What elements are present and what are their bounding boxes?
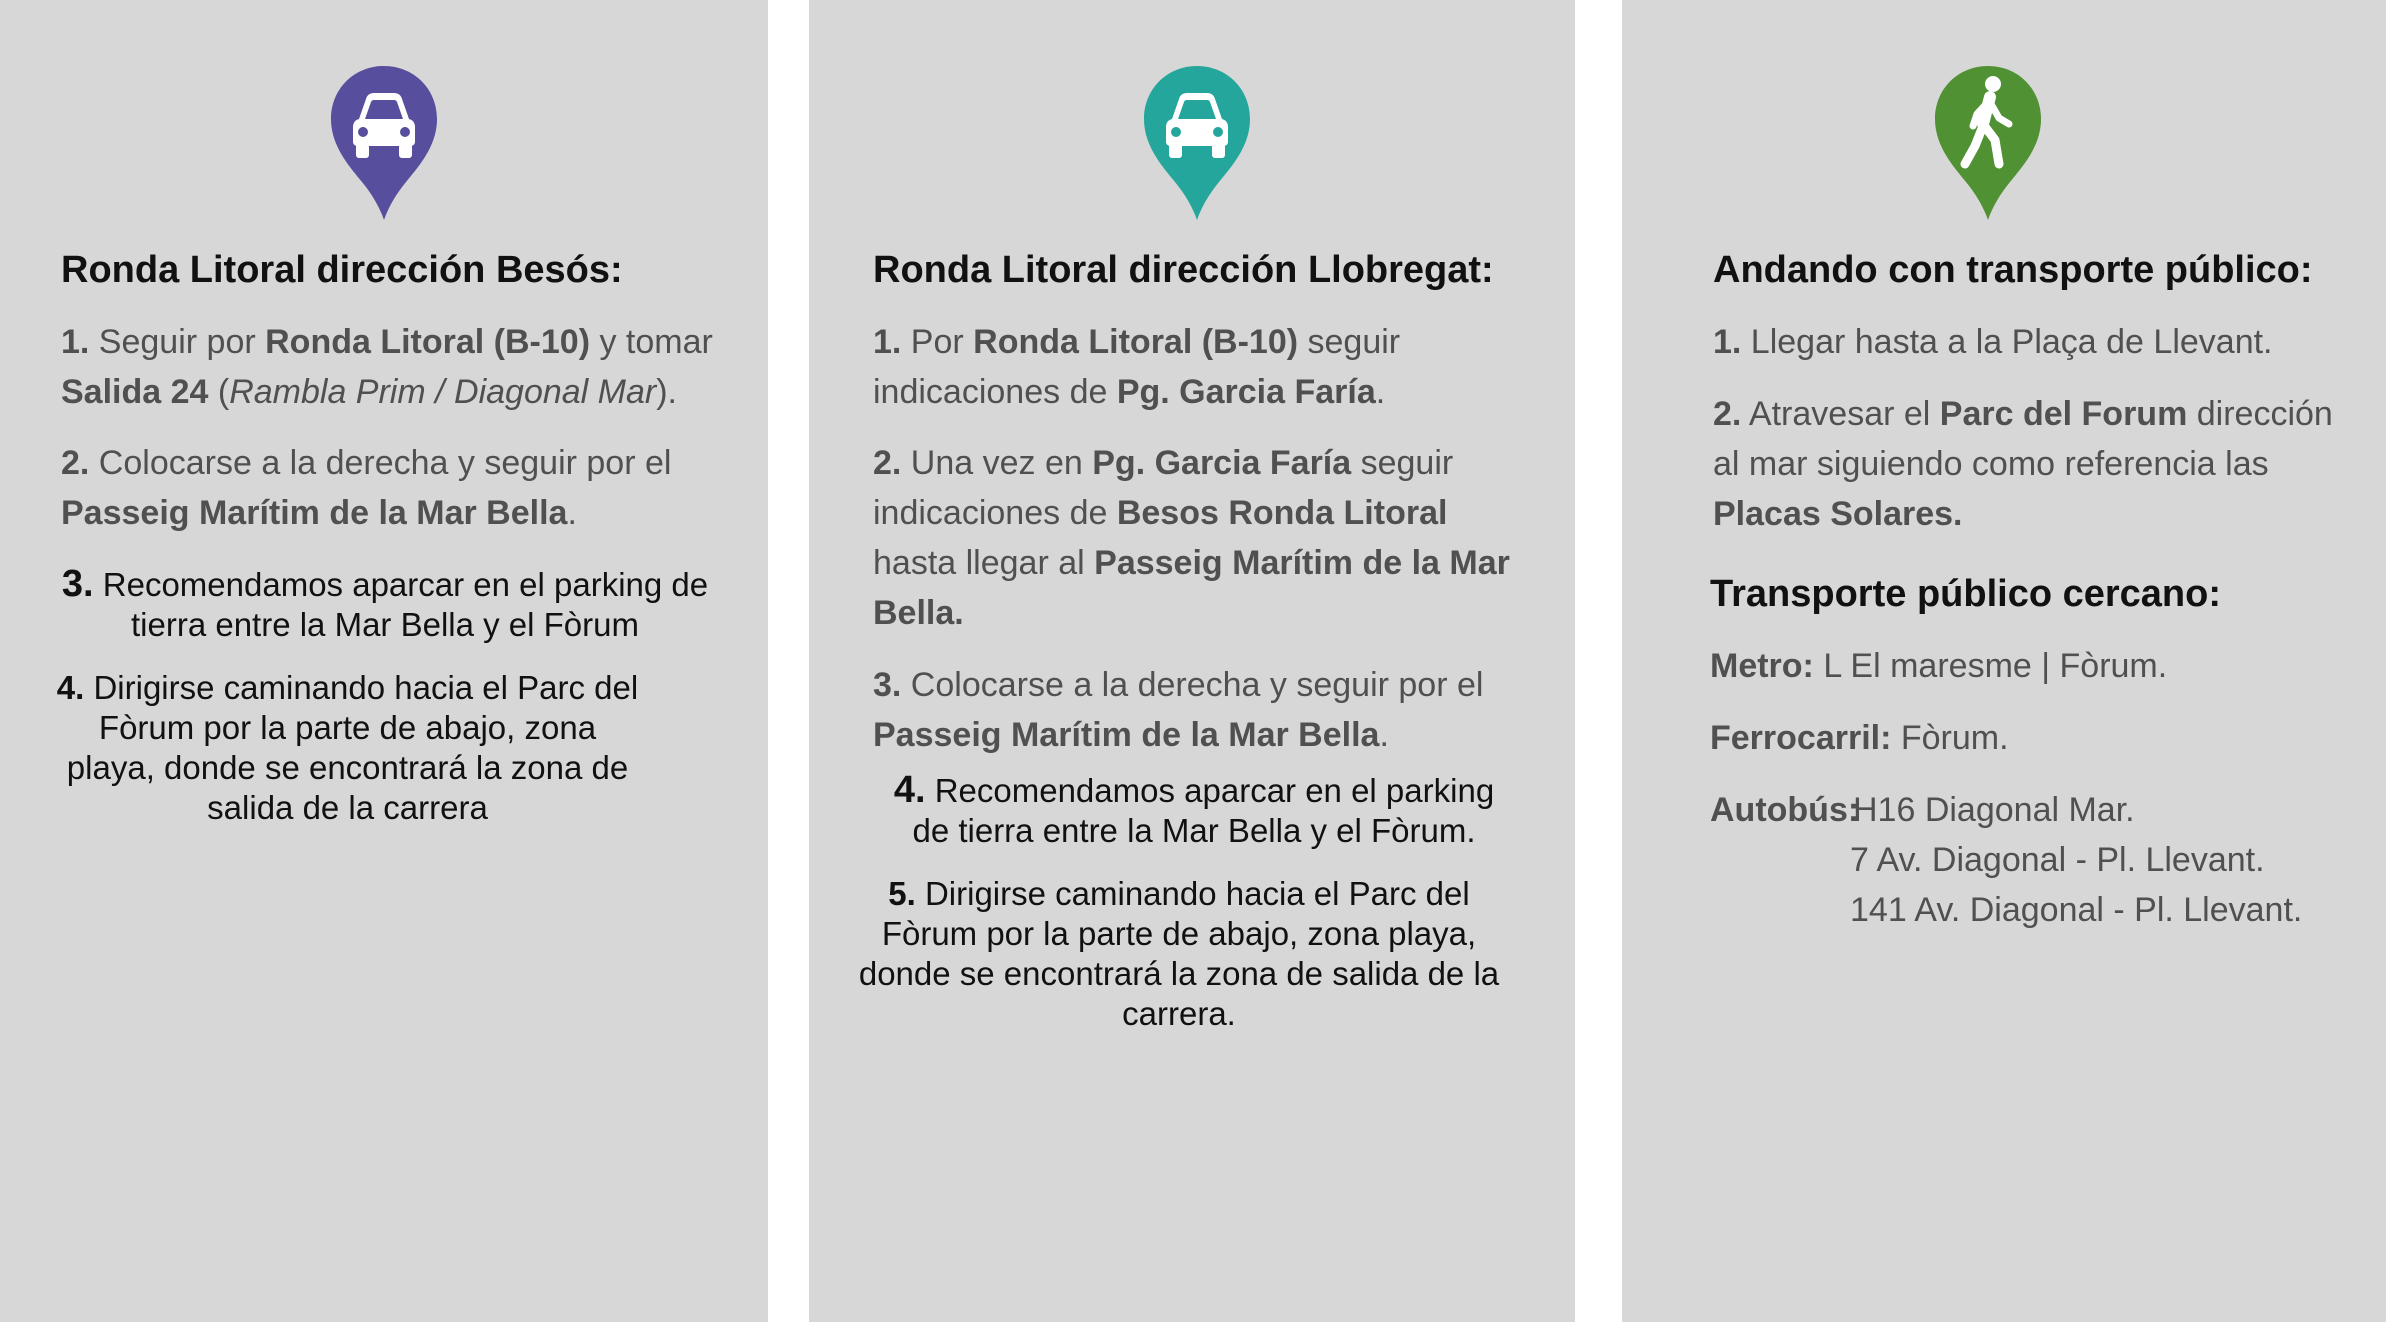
metro-line: Metro: L El maresme | Fòrum. [1710, 647, 2168, 685]
step-3: 3. Recomendamos aparcar en el parking de tierra entre la Mar Bella y el Fòrum [61, 563, 709, 643]
step-2: 2. Colocarse a la derecha y seguir por el Passeig Marítim de la Mar Bella. [61, 444, 672, 532]
step-5: 5. Dirigirse caminando hacia el Parc del Fòrum por la parte de abajo, zona playa, donde se encontrará la zona de salida de la carrera. [858, 875, 1500, 1032]
autobus-route: H16 Diagonal Mar. [1853, 791, 2135, 829]
car-icon [329, 64, 439, 222]
step-4: 4. Dirigirse caminando hacia el Parc del Fòrum por la parte de abajo, zona playa, donde se encontrará la zona de salida de la carrera [56, 669, 639, 826]
car-icon [1142, 64, 1252, 222]
walking-location-pin-icon [1933, 64, 2043, 222]
autobus-label: Autobús: [1710, 791, 1860, 829]
walking-person-icon [1933, 64, 2043, 222]
step-1: 1. Llegar hasta a la Plaça de Llevant. [1713, 323, 2273, 361]
step-1: 1. Por Ronda Litoral (B-10) seguir indicaciones de Pg. Garcia Faría. [873, 323, 1401, 411]
ferrocarril-line: Ferrocarril: Fòrum. [1710, 719, 2009, 757]
step-2: 2. Una vez en Pg. Garcia Faría seguir indicaciones de Besos Ronda Litoral hasta llegar al Passeig Marítim de la Mar Bella. [873, 444, 1510, 632]
panel-heading: Ronda Litoral dirección Besós: [61, 249, 623, 291]
step-2: 2. Atravesar el Parc del Forum dirección al mar siguiendo como referencia las Placas Solares. [1713, 395, 2333, 533]
autobus-route: 7 Av. Diagonal - Pl. Llevant. [1850, 841, 2265, 879]
panel-heading: Ronda Litoral dirección Llobregat: [873, 249, 1494, 291]
transport-heading: Transporte público cercano: [1710, 573, 2221, 615]
panel-public-transport [1622, 0, 2386, 1322]
autobus-route: 141 Av. Diagonal - Pl. Llevant. [1850, 891, 2303, 929]
step-4: 4. Recomendamos aparcar en el parking de tierra entre la Mar Bella y el Fòrum. [893, 769, 1495, 849]
panel-heading: Andando con transporte público: [1713, 249, 2313, 291]
step-1: 1. Seguir por Ronda Litoral (B-10) y tomar Salida 24 (Rambla Prim / Diagonal Mar). [61, 323, 713, 411]
panel-ronda-litoral-besos [0, 0, 768, 1322]
panel-ronda-litoral-llobregat [809, 0, 1575, 1322]
car-location-pin-icon [1142, 64, 1252, 222]
step-3: 3. Colocarse a la derecha y seguir por el Passeig Marítim de la Mar Bella. [873, 666, 1484, 754]
car-location-pin-icon [329, 64, 439, 222]
